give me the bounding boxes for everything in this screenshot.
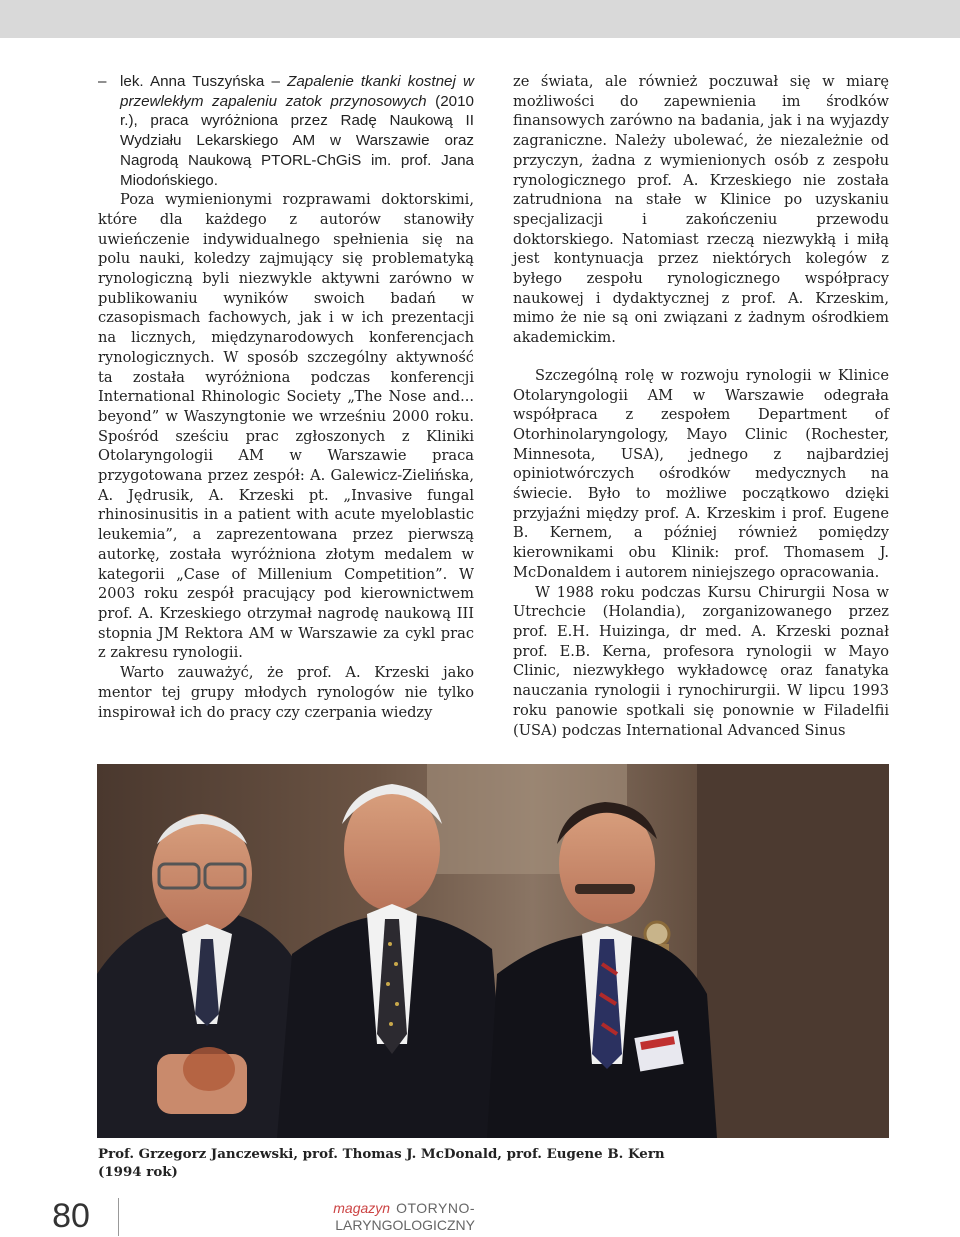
magazine-word: magazyn: [333, 1200, 391, 1216]
left-column: [98, 72, 474, 722]
paragraph-spacer: [513, 348, 889, 366]
right-paragraph-2: Szczególną rolę w rozwoju rynologii w Klinice Otolaryngologii AM w Warszawie odegrała współpraca z zespołem Department of Otorhinolaryngology, Mayo Clinic (Rochester, Minnesota, USA), jednego z najbardziej opiniotwórczych ośrodków medycznych na świecie. Było to możliwe początkowo dzięki przyjaźni między prof. A. Krzeskim i prof. Eugene B. Kernem, a później również pomiędzy kierownikami obu Klinik: prof. Thomasem J. McDonaldem i autorem niniejszego opracowania.: [513, 366, 889, 581]
left-paragraph-1: Poza wymienionymi rozprawami doktorskimi, które dla każdego z autorów stanowiły uwieńczenie indywidualnego spełnienia się na polu nauki, koledzy zajmujący się problematyką rynologiczną byli niezwykle aktywni zarówno w publikowaniu wyników swoich badań w czasopismach fachowych, jak i w ich prezentacji na licznych, międzynarodowych konferencjach rynologicznych. W sposób szczególny aktywność ta została wyróżniona podczas konferencji International Rhinologic Society „The Nose and... beyond” w Waszyngtonie we wrześniu 2000 roku. Spośród sześciu prac zgłoszonych z Kliniki Otolaryngologii AM w Warszawie praca przygotowana przez zespół: A. Galewicz-Zielińska, A. Jędrusik, A. Krzeski pt. „Invasive fungal rhinosinusitis in a patient with acute myeloblastic leukemia”, a zaprezentowana przez pierwszą autorkę, została wyróżniona złotym medalem w kategorii „Case of Millenium Competition”. W 2003 roku zespół pracujący pod kierownictwem prof. A. Krzeskiego otrzymał nagrodę naukową III stopnia JM Rektora AM w Warszawie za cykl prac z zakresu rynologii.: [98, 191, 474, 662]
figure-caption: Prof. Grzegorz Janczewski, prof. Thomas J. McDonald, prof. Eugene B. Kern (1994 rok): [98, 1146, 665, 1180]
top-gray-bar: [0, 0, 960, 38]
footer-divider: [118, 1198, 119, 1236]
bullet-author: lek. Anna Tuszyńska –: [120, 73, 288, 90]
right-paragraph-3: W 1988 roku podczas Kursu Chirurgii Nosa w Utrechcie (Holandia), zorganizowanego przez prof. E.H. Huizinga, dr med. A. Krzeski poznał prof. E.B. Kerna, profesora rynologii w Mayo Clinic, niezwykłego wykładowcę oraz fanatyka nauczania rynologii i rynochirurgii. W lipcu 1993 roku panowie spotkali się ponownie w Filadelfii (USA) podczas International Advanced Sinus: [513, 583, 889, 739]
page-number: 80: [52, 1197, 90, 1235]
bullet-dash: –: [98, 73, 107, 90]
bullet-thesis-title: Zapalenie tkanki kostnej w przewlekłym zapaleniu zatok przynosowych: [120, 73, 474, 110]
left-paragraph-2: Warto zauważyć, że prof. A. Krzeski jako mentor tej grupy młodych rynologów nie tylko inspirował ich do pracy czy czerpania wiedzy: [98, 664, 474, 721]
group-photo: [97, 764, 889, 1138]
photo-illustration: [97, 764, 889, 1138]
magazine-title-line-1: OTORYNO-: [396, 1200, 475, 1216]
right-column: [513, 72, 889, 740]
bullet-item-thesis: [98, 72, 474, 190]
bullet-award-text: (2010 r.), praca wyróżniona przez Radę Naukową II Wydziału Lekarskiego AM w Warszawie oraz Nagrodą Naukową PTORL-ChGiS im. prof. Jana Miodońskiego.: [120, 92, 474, 189]
right-paragraph-1: ze świata, ale również poczuwał się w miarę możliwości do zapewnienia im środków finansowych zarówno na badania, jak i na wyjazdy zagraniczne. Należy ubolewać, że niezależnie od przyczyn, żadna z wymienionych osób z zespołu rynologicznego prof. A. Krzeskiego nie została zatrudniona na stałe w Klinice po uzyskaniu specjalizacji i zakończeniu przewodu doktorskiego. Natomiast rzeczą niezwykłą i miłą jest kontynuacja przez niektórych kolegów z byłego zespołu rynologicznego współpracy naukowej i dydaktycznej z prof. A. Krzeskim, mimo że nie są oni związani z żadnym ośrodkiem akademickim.: [513, 73, 889, 347]
magazine-title: [300, 1200, 475, 1234]
magazine-title-line-2: LARYNGOLOGICZNY: [335, 1217, 475, 1233]
